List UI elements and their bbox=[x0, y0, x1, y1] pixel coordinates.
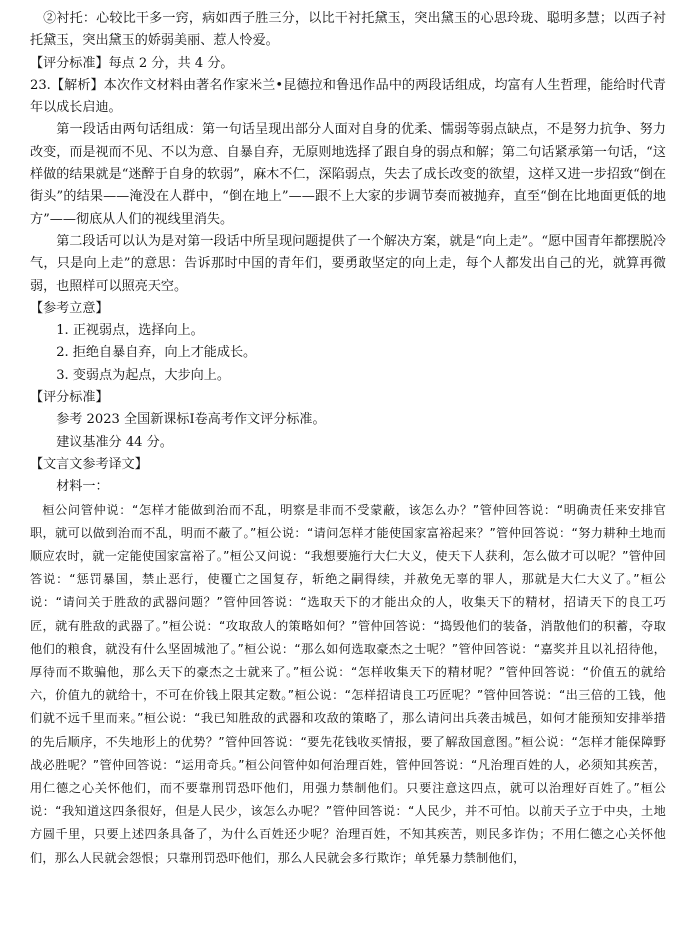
reference-idea-3: 3. 变弱点为起点，大步向上。 bbox=[56, 367, 230, 383]
material-1-label: 材料一： bbox=[56, 479, 109, 495]
suggested-score: 建议基准分 44 分。 bbox=[56, 434, 173, 450]
answer-point-2: ②衬托：心较比干多一窍，病如西子胜三分，以比干衬托黛玉，突出黛玉的心思玲珑、聪明多慧；以西子衬托黛玉，突出黛玉的娇弱美丽、惹人怜爱。 bbox=[30, 11, 666, 49]
reference-idea-2: 2. 拒绝自暴自弃，向上才能成长。 bbox=[56, 345, 257, 361]
score-standard-1: 【评分标准】每点 2 分，共 4 分。 bbox=[30, 55, 234, 71]
reference-ideas-heading: 【参考立意】 bbox=[30, 300, 109, 316]
reference-standard: 参考 2023 全国新课标Ⅰ卷高考作文评分标准。 bbox=[56, 412, 326, 428]
analysis-paragraph-1: 第一段话由两句话组成：第一句话呈现出部分人面对自身的优柔、懦弱等弱点缺点，不是努力抗争、努力改变，而是视而不见、不以为意、自暴自弃，无原则地选择了跟自身的弱点和解；第二句话紧承第一句话，“这样做的结果就是“迷醉于自身的软弱”，麻木不仁，深陷弱点，失去了成长改变的欲望，这样又进一步招致“倒在街头”的结果——淹没在人群中，“倒在地上”——跟不上大家的步调节奏而被抛弃，直至“倒在比地面更低的地方”——彻底从人们的视线里消失。 bbox=[30, 122, 666, 227]
classical-translation-text: 桓公问管仲说：“怎样才能做到治而不乱，明察是非而不受蒙蔽，该怎么办？”管仲回答说：“明确责任来安排官职，就可以做到治而不乱，明而不蔽了。”桓公说：“请问怎样才能使国家富裕起来？”管仲回答说：“努力耕种土地而顺应农时，就一定能使国家富裕了。”桓公又问说：“我想要施行大仁大义，使天下人获利，怎么做才可以呢？”管仲回答说：“惩罚暴国，禁止恶行，使覆亡之国复存，斩绝之嗣得续，并赦免无辜的罪人，那就是大仁大义了。”桓公说：“请问关于胜敌的武器问题？”管仲回答说：“选取天下的才能出众的人，收集天下的精材，招请天下的良工巧匠，就有胜敌的武器了。”桓公说：“攻取敌人的策略如何？”管仲回答说：“捣毁他们的装备，消散他们的积蓄，夺取他们的粮食，就没有什么坚固城池了。”桓公说：“那么如何选取豪杰之士呢？”管仲回答说：“嘉奖并且以礼招待他，厚待而不欺骗他，那么天下的豪杰之士就来了。”桓公说：“怎样收集天下的精材呢？”管仲回答说：“价值五的就给六，价值九的就给十，不可在价钱上限其定数。”桓公说：“怎样招请良工巧匠呢？”管仲回答说：“出三倍的工钱，他们就不远千里而来。”桓公说：“我已知胜敌的武器和攻敌的策略了，那么请问出兵袭击城邑，如何才能预知安排举措的先后顺序，不失地形上的优势？”管仲回答说：“要先花钱收买情报，要了解敌国意图。”桓公说：“怎样才能保障野战必胜呢？”管仲回答说：“运用奇兵。”桓公问管仲如何治理百姓，管仲回答说：“凡治理百姓的人，必须知其疾苦，用仁德之心关怀他们，而不要靠刑罚恐吓他们，用强力禁制他们。只要注意这四点，就可以治理好百姓了。”桓公说：“我知道这四条很好，但是人民少，该怎么办呢？”管仲回答说：“人民少，并不可怕。以前天子立于中央，土地方圆千里，只要上述四条具备了，为什么百姓还少呢？治理百姓，不知其疾苦，则民多诈伪；不用仁德之心关怀他们，那么人民就会怨恨；只靠刑罚恐吓他们，那么人民就会多行欺诈；单凭暴力禁制他们， bbox=[30, 502, 666, 865]
question-23-analysis: 23.【解析】本次作文材料由著名作家米兰•昆德拉和鲁迅作品中的两段话组成，均富有人生哲理，能给时代青年以成长启迪。 bbox=[30, 77, 666, 116]
reference-idea-1: 1. 正视弱点，选择向上。 bbox=[56, 323, 204, 339]
analysis-paragraph-2: 第二段话可以认为是对第一段话中所呈现问题提供了一个解决方案，就是“向上走”。“愿中国青年都摆脱冷气，只是向上走”的意思：告诉那时中国的青年们，要勇敢坚定的向上走，每个人都发出自己的光，就算再微弱，也照样可以照亮天空。 bbox=[30, 233, 666, 294]
score-standard-2: 【评分标准】 bbox=[30, 390, 109, 406]
classical-translation-heading: 【文言文参考译文】 bbox=[30, 456, 148, 472]
